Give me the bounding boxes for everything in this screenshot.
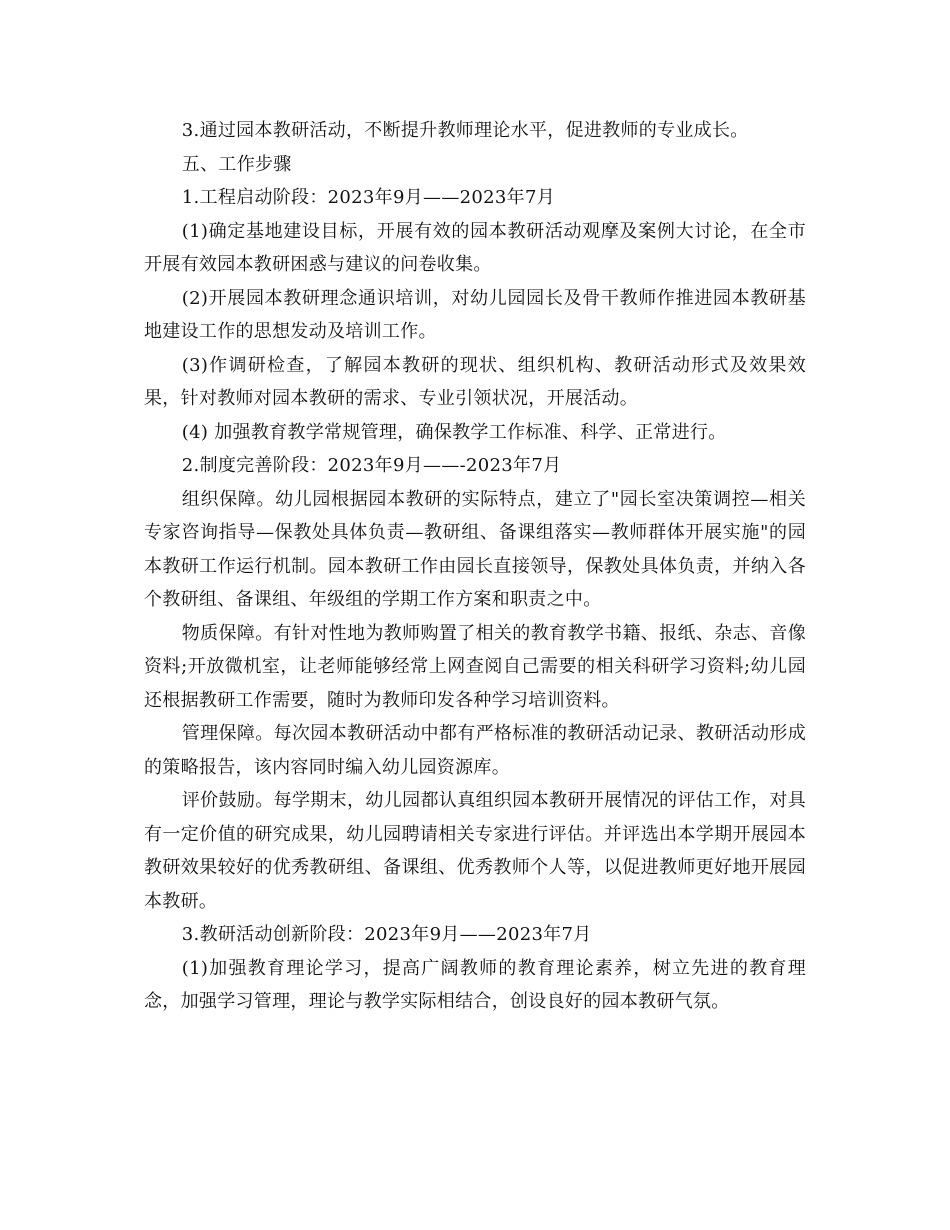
stage-1-item-3: (3)作调研检查，了解园本教研的现状、组织机构、教研活动形式及效果效果，针对教师对园本教研的需求、专业引领状况，开展活动。 — [144, 354, 806, 409]
document-body — [144, 114, 806, 1019]
organization-guarantee-paragraph: 组织保障。幼儿园根据园本教研的实际特点，建立了"园长室决策调控—相关专家咨询指导—保教处具体负责—教研组、备课组落实—教师群体开展实施"的园本教研工作运行机制。园本教研工作由园长直接领导，保教处具体负责，并纳入各个教研组、备课组、年级组的学期工作方案和职责之中。 — [144, 488, 806, 610]
paragraph-goal-3: 3.通过园本教研活动，不断提升教师理论水平，促进教师的专业成长。 — [181, 120, 749, 141]
stage-1-item-4: (4) 加强教育教学常规管理，确保教学工作标准、科学、正常进行。 — [181, 421, 727, 443]
section-heading-work-steps: 五、工作步骤 — [181, 153, 292, 175]
stage-3-heading: 3.教研活动创新阶段：2023年9月——2023年7月 — [181, 924, 592, 945]
stage-3-item-1: (1)加强教育理论学习，提高广阔教师的教育理论素养，树立先进的教育理念，加强学习管理，理论与教学实际相结合，创设良好的园本教研气氛。 — [144, 957, 806, 1012]
evaluation-encouragement-paragraph: 评价鼓励。每学期末，幼儿园都认真组织园本教研开展情况的评估工作，对具有一定价值的研究成果，幼儿园聘请相关专家进行评估。并评选出本学期开展园本教研效果较好的优秀教研组、备课组、优秀教师个人等，以促进教师更好地开展园本教研。 — [144, 790, 806, 912]
stage-2-heading: 2.制度完善阶段：2023年9月——-2023年7月 — [181, 455, 562, 476]
management-guarantee-paragraph: 管理保障。每次园本教研活动中都有严格标准的教研活动记录、教研活动形成的策略报告，该内容同时编入幼儿园资源库。 — [144, 723, 806, 778]
stage-1-item-1: (1)确定基地建设目标，开展有效的园本教研活动观摩及案例大讨论，在全市开展有效园本教研困惑与建议的问卷收集。 — [144, 220, 806, 275]
stage-1-item-2: (2)开展园本教研理念通识培训，对幼儿园园长及骨干教师作推进园本教研基地建设工作的思想发动及培训工作。 — [144, 287, 806, 342]
material-guarantee-paragraph: 物质保障。有针对性地为教师购置了相关的教育教学书籍、报纸、杂志、音像资料;开放微机室，让老师能够经常上网查阅自己需要的相关科研学习资料;幼儿园还根据教研工作需要，随时为教师印发各种学习培训资料。 — [144, 622, 806, 711]
stage-1-heading: 1.工程启动阶段：2023年9月——2023年7月 — [181, 187, 555, 208]
